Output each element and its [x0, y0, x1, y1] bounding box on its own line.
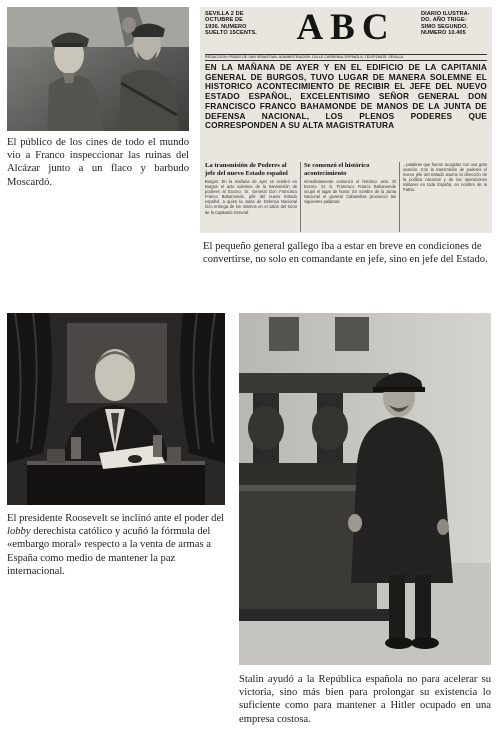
column-divider [300, 162, 301, 232]
roosevelt-photo [7, 313, 225, 505]
newspaper-column [205, 162, 297, 215]
newspaper-caption: El pequeño general gallego iba a estar en breve en condiciones de convertirse, no solo en comandante en jefe, sino en jefe del Estado. [203, 241, 488, 266]
column-divider [399, 162, 400, 232]
abc-newspaper-clipping [200, 7, 492, 233]
stalin-photo-image [239, 313, 491, 665]
roosevelt-caption-italic: lobby [7, 526, 31, 538]
stalin-photo [239, 313, 491, 665]
stalin-caption: Stalin ayudó a la República española no para acelerar su victoria, sino más bien para prolongar su existencia lo suficiente como para mantener a Hitler ocupado en una empresa costosa. [239, 674, 491, 725]
newspaper-date-info: SEVILLA 2 DE OCTUBRE DE 1936. NUMERO SUELTO 15CENTS. [205, 11, 257, 37]
roosevelt-caption [7, 512, 225, 578]
newspaper-column-heading: La transmisión de Poderes al jefe del nuevo Estado español [205, 162, 288, 177]
newspaper-info-line: REDACCION: PRADO DE SAN SEBASTIAN. ADMINISTRACION: CALLE CARDENAL ESPINOLA. TELEFONOS. SEVILLA [205, 54, 487, 61]
newspaper-column [403, 162, 487, 193]
franco-moscardo-photo [7, 7, 189, 131]
newspaper-column-heading: Se comenzó el histórico acontecimiento [304, 162, 370, 177]
roosevelt-photo-image [7, 313, 225, 505]
newspaper-issue-info: DIARIO ILUSTRA- DO. AÑO TRIGE- SIMO SEGUNDO. NUMERO 10.405 [421, 11, 470, 37]
franco-moscardo-photo-image [7, 7, 189, 131]
newspaper-column-text: Inmediatamente comenzó el histórico acto. El Excmo. Sr. D. Francisco Franco Bahamonde ocupó el lugar de honor. En nombre de la Junta Nacional el general Cabanellas pronunció las siguientes palabras: [304, 179, 396, 205]
roosevelt-caption-text: El presidente Roosevelt se inclinó ante el poder del [7, 513, 225, 524]
newspaper-headline: EN LA MAÑANA DE AYER Y EN EL EDIFICIO DE LA CAPITANIA GENERAL DE BURGOS, TUVO LUGAR DE MANERA SOLEMNE EL HISTORICO ACONTECIMIENTO DE RECIBIR EL JEFE DEL NUEVO ESTADO ESPAÑOL, EXCELENTISIMO SEÑOR GENERAL DON FRANCISCO FRANCO BAHAMONDE DE MANOS DE LA JUNTA DE DEFENSA NACIONAL, LOS PLENOS PODERES QUE CORRESPONDEN A SU ALTA MAGISTRATURA [205, 62, 487, 131]
newspaper-column-text: ...palabras que fueron acogidas con una gran ovación. Con la transmisión de poderes el nuevo jefe del Estado asume la dirección de la política nacional y de las operaciones militares en toda España, en nombre de la Patria. [403, 162, 487, 193]
roosevelt-caption-text: derechista católico y acuñó la fórmula del «embargo moral» respecto a la venta de armas a España como medio de mantener la paz internacional. [7, 526, 211, 577]
newspaper-column-text: Burgos. En la mañana de ayer se celebró en Burgos el acto solemne de la transmisión de poderes al Excmo. Sr. General Don Francisco Franco Bahamonde, jefe del nuevo Estado español, a quien la Junta de Defensa Nacional hizo entrega de los mismos en el salón del trono de la Capitanía General. [205, 179, 297, 215]
newspaper-masthead: ABC [296, 7, 396, 48]
newspaper-column [304, 162, 396, 204]
franco-caption: El público de los cines de todo el mundo vio a Franco inspeccionar las ruinas del Alcázar junto a un flaco y barbudo Moscardó. [7, 137, 189, 188]
